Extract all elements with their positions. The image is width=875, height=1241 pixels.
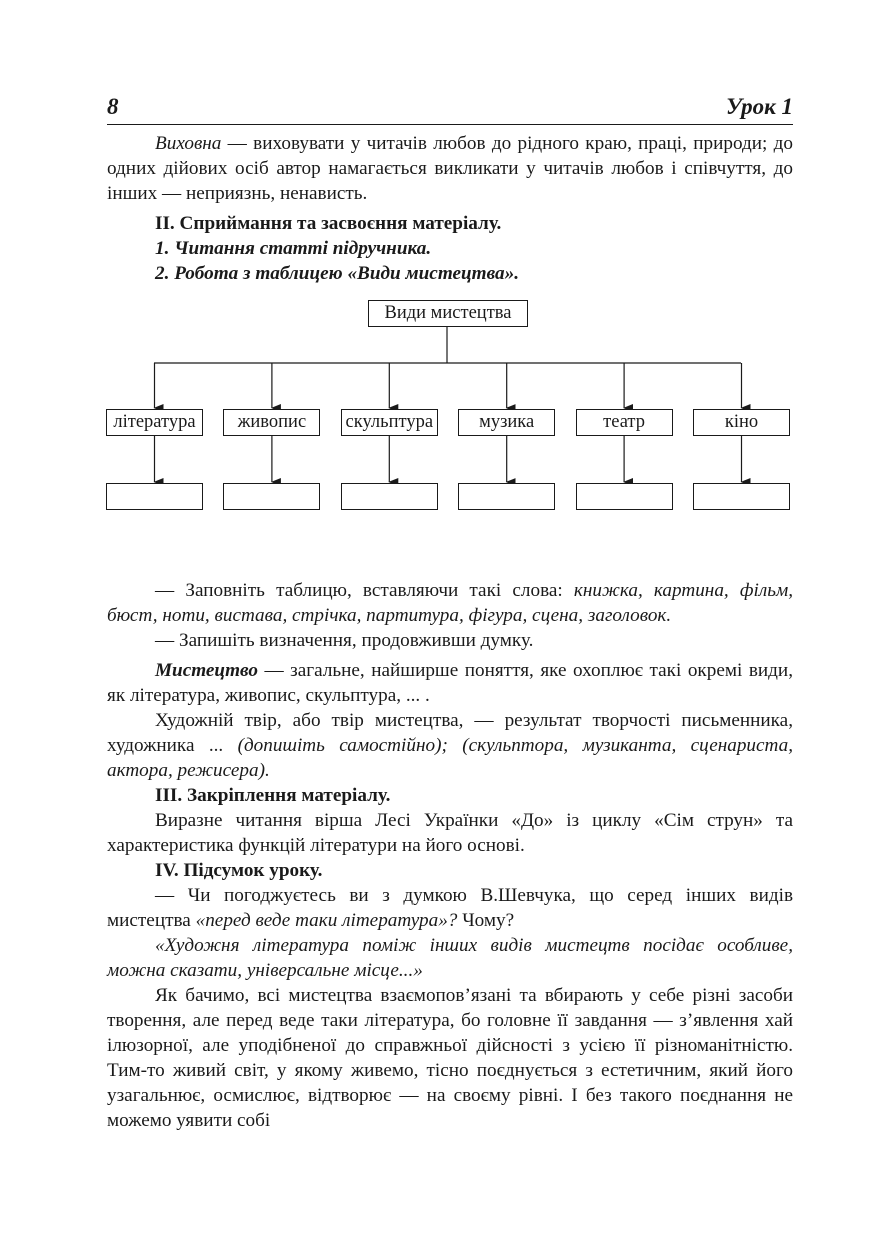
question-lead: — Чи погоджуєтесь ви з думкою В.Шевчука, що серед інших видів мистецтва (107, 885, 793, 931)
question-paragraph (107, 883, 793, 933)
section2-item2: 2. Робота з таблицею «Види мистецтва». (155, 263, 520, 284)
diagram-child-box: музика (458, 409, 555, 436)
diagram-child-box: театр (576, 409, 673, 436)
artwork-paragraph (107, 708, 793, 783)
intro-paragraph (107, 131, 793, 206)
task1-lead: — Заповніть таблицю, вставляючи такі слова: (155, 580, 574, 601)
question-end: Чому? (457, 910, 515, 931)
diagram-child-box: скульптура (341, 409, 438, 436)
diagram-empty-box (693, 483, 790, 510)
diagram-child-box: література (106, 409, 203, 436)
diagram-empty-box (458, 483, 555, 510)
diagram-empty-box (223, 483, 320, 510)
diagram-child-box: живопис (223, 409, 320, 436)
task2-paragraph: — Запишіть визначення, продовживши думку. (155, 630, 534, 651)
task1-words: книжка, картина, фільм, бюст, ноти, вистава, стрічка, партитура, фігура, сцена, заголовок. (107, 580, 793, 626)
intro-term: Виховна (155, 133, 222, 154)
page-header (107, 88, 793, 125)
page-number: 8 (107, 94, 119, 119)
art-types-diagram (104, 296, 793, 566)
final-paragraph: Як бачимо, всі мистецтва взаємопов’язані та вбирають у себе різні засоби творення, але перед веде таки література, бо головне її завдання — з’явлення хай ілюзорної, але уподібненої до справжньої дійсності з усією її різноманітністю. Тим-то живий світ, у якому живемо, тісно поєднується з естетичним, який його узагальнює, осмислює, відтворює — на своєму рівні. І без такого поєднання не можемо уявити собі (107, 985, 793, 1131)
diagram-empty-box (341, 483, 438, 510)
section3-text: Виразне читання вірша Лесі Українки «До» із циклу «Сім струн» та характеристика функцій літератури на його основі. (107, 810, 793, 856)
definition-paragraph (107, 658, 793, 708)
page-body (107, 131, 793, 1133)
diagram-empty-box (106, 483, 203, 510)
section4-heading: IV. Підсумок уроку. (155, 860, 323, 881)
definition-term: Мистецтво (155, 660, 258, 681)
diagram-child-box: кіно (693, 409, 790, 436)
page (107, 88, 793, 1133)
question-quote: «перед веде таки література»? (195, 910, 458, 931)
diagram-root-box: Види мистецтва (368, 300, 528, 327)
intro-text: — виховувати у читачів любов до рідного краю, праці, природи; до одних дійових осіб автор намагається викликати у читачів любов і співчуття, до інших — неприязнь, ненависть. (107, 133, 793, 204)
section2-heading: ІІ. Сприймання та засвоєння матеріалу. (155, 213, 502, 234)
quote-text: «Художня література поміж інших видів мистецтв посідає особливе, можна сказати, універсальне місце...» (107, 935, 793, 981)
artwork-text: Художній твір, або твір мистецтва, — результат творчості письменника, художника ... (107, 710, 793, 756)
task1-paragraph (107, 578, 793, 628)
diagram-empty-box (576, 483, 673, 510)
quote-paragraph (107, 933, 793, 983)
definition-text: — загальне, найширше поняття, яке охоплює такі окремі види, як література, живопис, скульптура, ... . (107, 660, 793, 706)
diagram-connectors (104, 296, 794, 566)
section2-item1: 1. Читання статті підручника. (155, 238, 432, 259)
lesson-title: Урок 1 (726, 94, 793, 119)
section3-heading: ІІІ. Закріплення матеріалу. (155, 785, 391, 806)
artwork-italic: (допишіть самостійно); (скульптора, музиканта, сценариста, актора, режисера). (107, 735, 794, 781)
